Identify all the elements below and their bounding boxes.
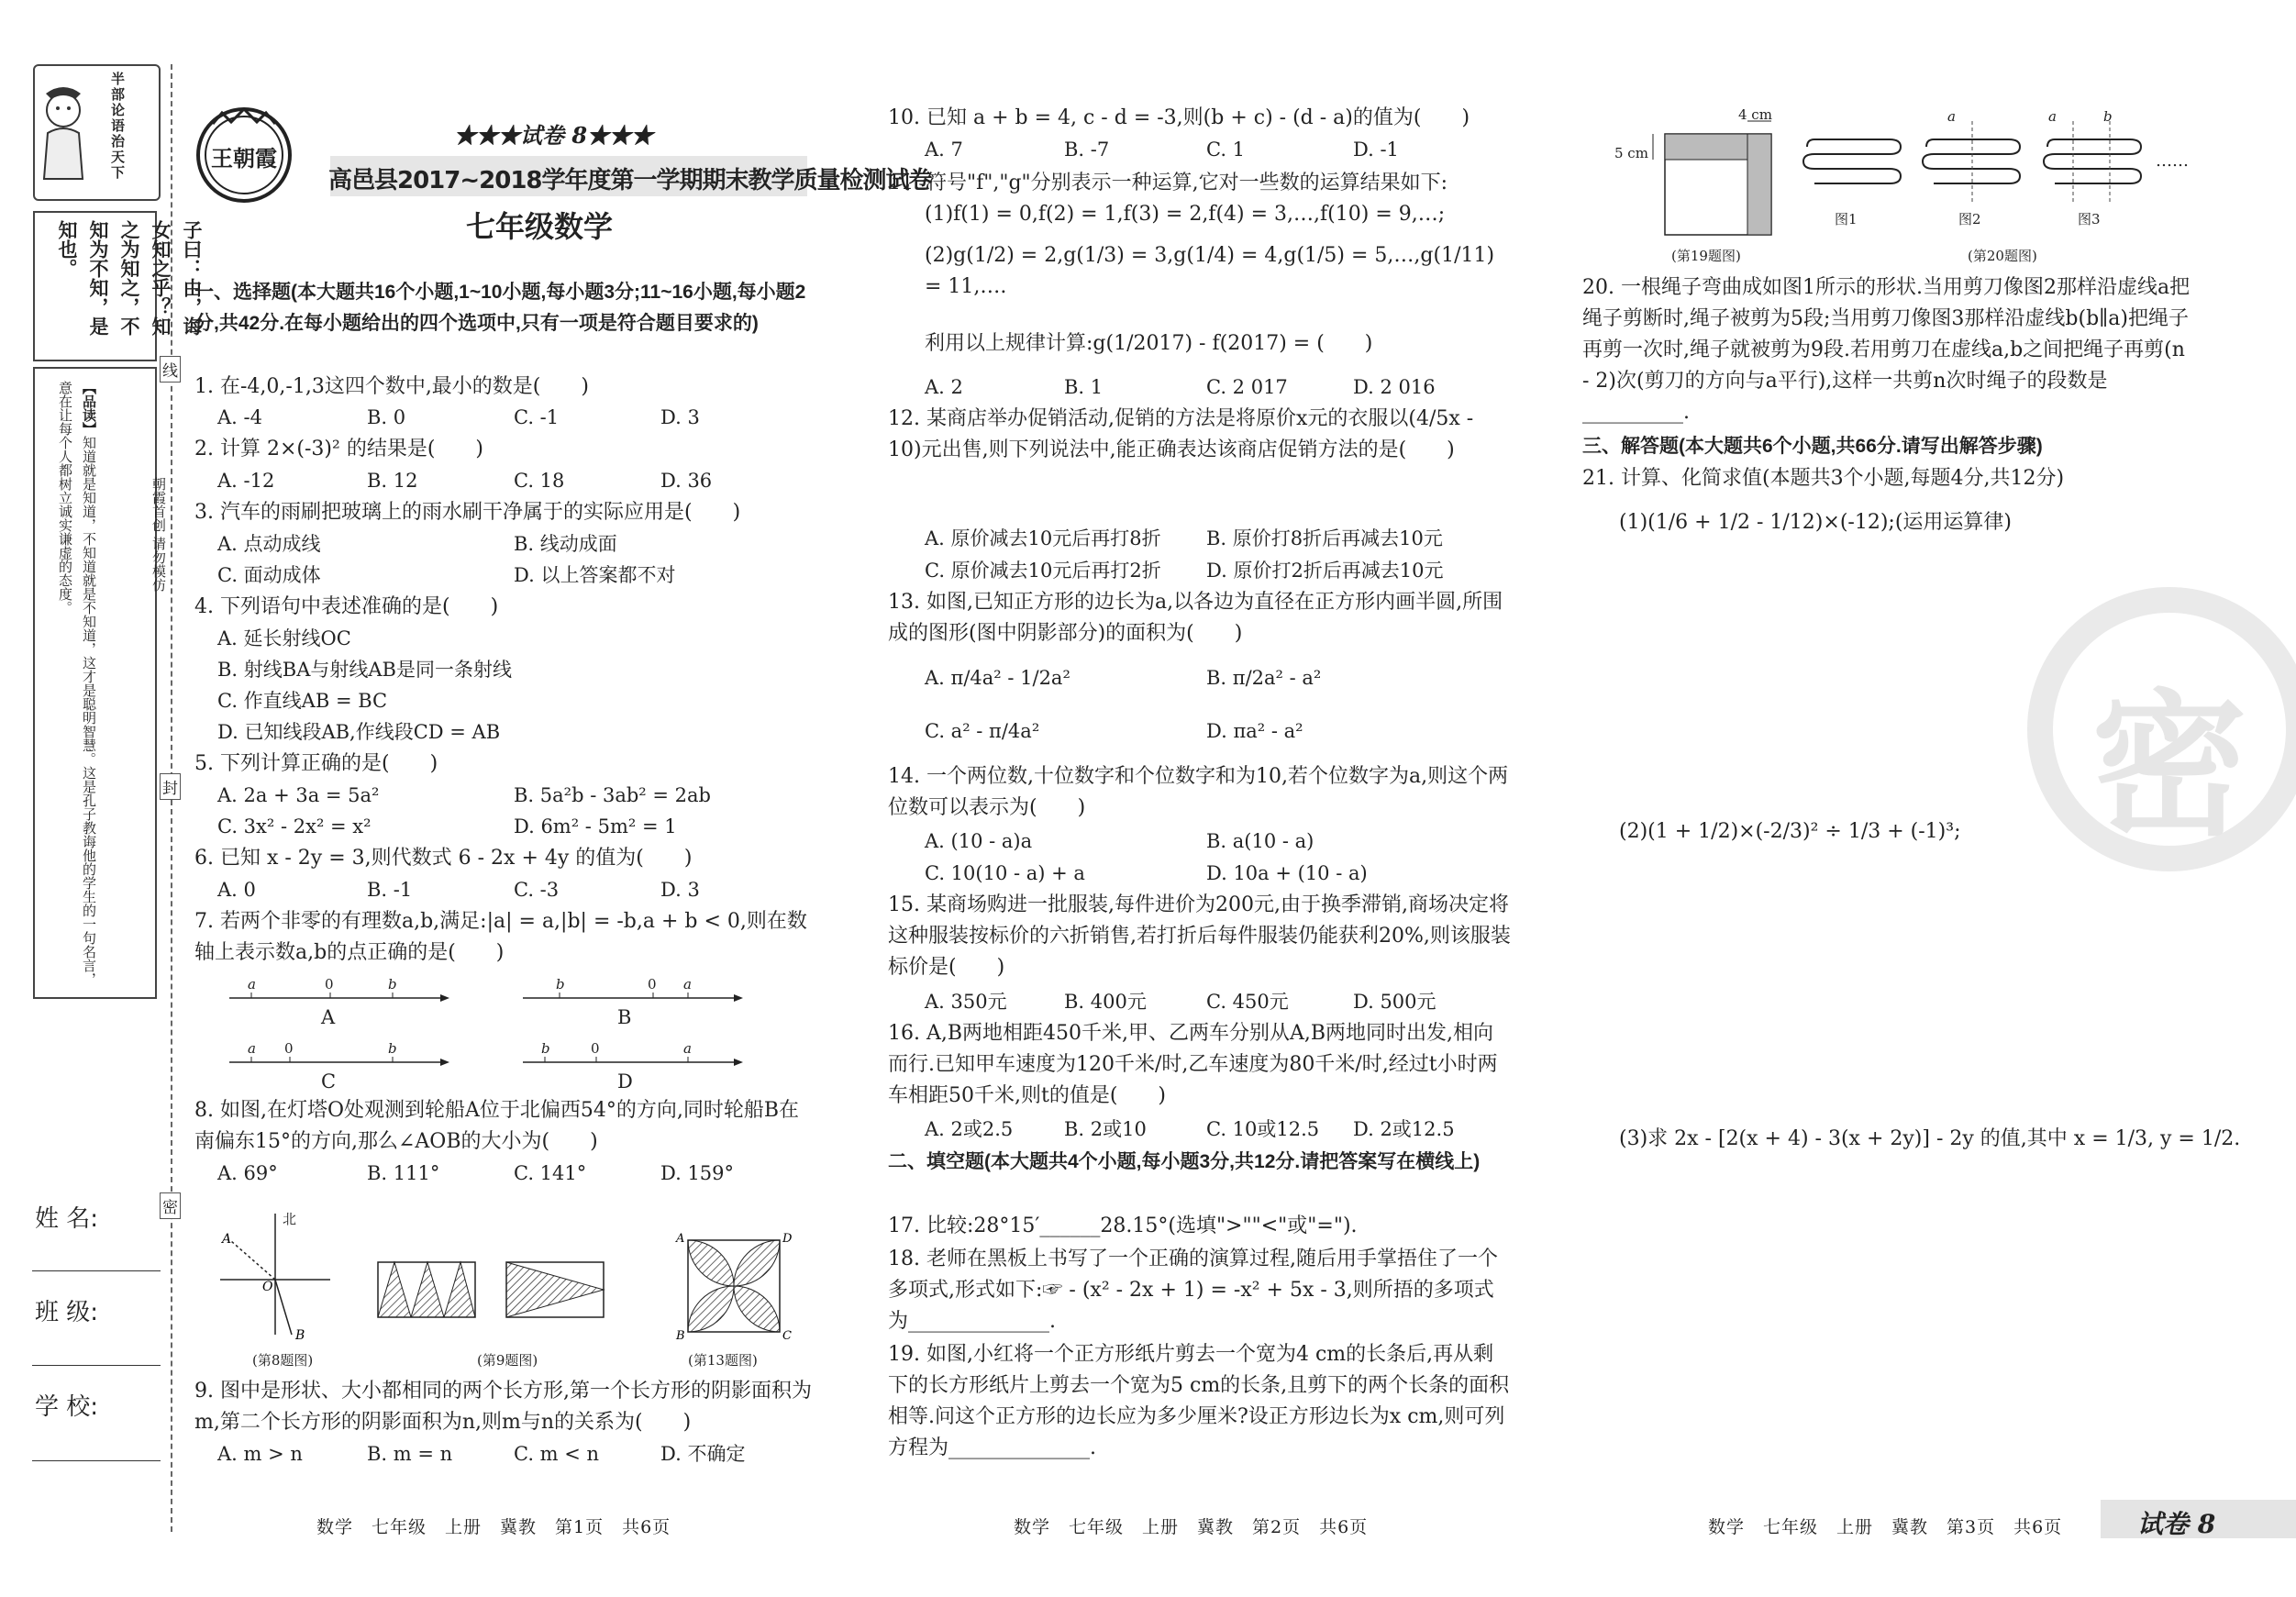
section-answer-title: 三、解答题(本大题共6个小题,共66分.请写出解答步骤) [1582, 436, 2043, 457]
q12-option-c[interactable]: C. 原价减去10元后再打2折 [925, 560, 1161, 582]
q14-option-c[interactable]: C. 10(10 - a) + a [925, 862, 1085, 884]
q16-stem: 16. A,B两地相距450千米,甲、乙两车分别从A,B两地同时出发,相向而行.已知甲车速度为120千米/时,乙车速度为80千米/时,经过t小时两车相距50千米,则t的值是( ) [888, 1022, 1498, 1107]
section-choice-title: 一、选择题(本大题共16个小题,1~10小题,每小题3分;11~16小题,每小题2分,共42分.在每小题给出的四个选项中,只有一项是符合题目要求的) [194, 282, 806, 334]
fig19-square-strips [1614, 108, 1798, 246]
q21-part2: (2)(1 + 1/2)×(-2/3)² ÷ 1/3 + (-1)³; [1619, 820, 1961, 843]
q10-stem: 10. 已知 a + b = 4, c - d = -3,则(b + c) - (d - a)的值为( ) [888, 106, 1470, 129]
binding-mark-secret: 密 [160, 1192, 181, 1219]
svg-text:D: D [782, 1232, 793, 1246]
motto-title: 半部论语治天下 [109, 72, 126, 181]
q5-option-d[interactable]: D. 6m² - 5m² = 1 [514, 815, 677, 837]
q21-stem: 21. 计算、化简求值(本题共3个小题,每题4分,共12分) [1582, 467, 2065, 490]
q9-option-c[interactable]: C. m < n [514, 1443, 600, 1465]
q21-part3: (3)求 2x - [2(x + 4) - 3(x + 2y)] - 2y 的值,其中 x = 1/3, y = 1/2. [1619, 1127, 2241, 1150]
q4-stem: 4. 下列语句中表述准确的是( ) [194, 595, 499, 618]
q4-option-d[interactable]: D. 已知线段AB,作线段CD = AB [217, 721, 501, 743]
svg-text:O: O [262, 1280, 273, 1294]
fig19-caption: (第19题图) [1671, 248, 1741, 264]
q15-stem: 15. 某商场购进一批服装,每件进价为200元,由于换季滞销,商场决定将这种服装按标价的六折销售,若打折后每件服装仍能获利20%,则该服装标价是( ) [888, 893, 1511, 979]
q13-stem: 13. 如图,已知正方形的边长为a,以各边为直径在正方形内画半圆,所围成的图形(图中阴影部分)的面积为( ) [888, 591, 1503, 645]
q8-option-a[interactable]: A. 69° [217, 1162, 278, 1184]
q10-option-a[interactable]: A. 7 [925, 139, 963, 161]
fig9-caption: (第9题图) [477, 1352, 538, 1369]
q7-stem: 7. 若两个非零的有理数a,b,满足:|a| = a,|b| = -b,a + b < 0,则在数轴上表示数a,b的点正确的是( ) [194, 910, 807, 964]
q17-stem: 17. 比较:28°15′______28.15°(选填">""<"或"="). [888, 1214, 1358, 1237]
school-field-line[interactable] [32, 1460, 161, 1461]
q10-option-d[interactable]: D. -1 [1353, 139, 1399, 161]
svg-text:b: b [388, 1040, 397, 1057]
q2-option-c[interactable]: C. 18 [514, 470, 565, 492]
q1-stem: 1. 在-4,0,-1,3这四个数中,最小的数是( ) [194, 375, 589, 398]
q1-option-d[interactable]: D. 3 [660, 406, 700, 428]
class-field-label: 班 级: [35, 1299, 99, 1326]
reading-text [53, 381, 101, 986]
page2-footer: 数学 七年级 上册 冀教 第2页 共6页 [1014, 1517, 1369, 1537]
svg-text:b: b [556, 976, 565, 993]
q5-option-a[interactable]: A. 2a + 3a = 5a² [217, 784, 380, 806]
q13-option-a[interactable]: A. π/4a² - 1/2a² [925, 667, 1070, 689]
q6-option-b[interactable]: B. -1 [367, 879, 413, 901]
q9-option-b[interactable]: B. m = n [367, 1443, 453, 1465]
q8-option-c[interactable]: C. 141° [514, 1162, 587, 1184]
q3-option-c[interactable]: C. 面动成体 [217, 564, 321, 586]
q2-option-a[interactable]: A. -12 [217, 470, 275, 492]
svg-text:A: A [676, 1232, 685, 1246]
q11-ask: 利用以上规律计算:g(1/2017) - f(2017) = ( ) [925, 332, 1373, 355]
fig20-cut-a3: a [2048, 108, 2057, 125]
q9-stem: 9. 图中是形状、大小都相同的两个长方形,第一个长方形的阴影面积为m,第二个长方形的阴影面积为n,则m与n的关系为( ) [194, 1380, 812, 1434]
q16-option-c[interactable]: C. 10或12.5 [1206, 1118, 1320, 1140]
sidebar [26, 64, 203, 1000]
svg-text:0: 0 [325, 976, 334, 993]
fig19-dim-4cm: 4 cm [1738, 106, 1772, 123]
q1-option-b[interactable]: B. 0 [367, 406, 406, 428]
svg-text:b: b [388, 976, 397, 993]
svg-text:0: 0 [591, 1040, 600, 1057]
fig20-label-3: 图3 [2078, 211, 2101, 227]
svg-text:A: A [222, 1232, 232, 1247]
stamp-glyph: 密 [2091, 676, 2247, 858]
q14-stem: 14. 一个两位数,十位数字和个位数字和为10,若个位数字为a,则这个两位数可以表示为( ) [888, 765, 1509, 819]
secret-stamp-watermark [2027, 587, 2296, 871]
q9-option-d[interactable]: D. 不确定 [660, 1443, 746, 1465]
q7-option-b[interactable]: B [617, 1006, 632, 1028]
q10-option-b[interactable]: B. -7 [1064, 139, 1110, 161]
name-field-label: 姓 名: [35, 1205, 99, 1233]
q8-option-b[interactable]: B. 111° [367, 1162, 440, 1184]
q14-option-d[interactable]: D. 10a + (10 - a) [1206, 862, 1368, 884]
fig8-caption: (第8题图) [252, 1352, 314, 1369]
side-note: 朝霞首创 请勿模仿 [150, 477, 167, 592]
q13-option-c[interactable]: C. a² - π/4a² [925, 720, 1040, 742]
q2-option-d[interactable]: D. 36 [660, 470, 713, 492]
fig9-rectangles [376, 1259, 670, 1323]
q16-option-a[interactable]: A. 2或2.5 [925, 1118, 1014, 1140]
q15-option-c[interactable]: C. 450元 [1206, 991, 1289, 1013]
paper-number: ★★★试卷 8★★★ [454, 122, 654, 149]
name-field-line[interactable] [32, 1270, 161, 1271]
logo [194, 105, 294, 205]
q6-option-c[interactable]: C. -3 [514, 879, 560, 901]
q5-option-c[interactable]: C. 3x² - 2x² = x² [217, 815, 372, 837]
fig20-label-2: 图2 [1958, 211, 1981, 227]
q11-option-b[interactable]: B. 1 [1064, 376, 1104, 398]
page1-footer: 数学 七年级 上册 冀教 第1页 共6页 [316, 1517, 671, 1537]
svg-text:a: a [248, 976, 256, 993]
q7-option-c[interactable]: C [321, 1070, 337, 1092]
fig8-compass-diagram [211, 1206, 339, 1344]
binding-mark-line: 线 [160, 356, 181, 383]
q2-option-b[interactable]: B. 12 [367, 470, 418, 492]
corner-paper-tag: 试卷 8 [2137, 1509, 2216, 1539]
svg-text:B: B [676, 1329, 685, 1341]
q13-option-b[interactable]: B. π/2a² - a² [1206, 667, 1322, 689]
q19-stem: 19. 如图,小红将一个正方形纸片剪去一个宽为4 cm的长条后,再从剩下的长方形纸片上剪去一个宽为5 cm的长条,且剪下的两个长条的面积相等.问这个正方形的边长应为多少厘米?设正方形边长为x cm,则可列方程为______________. [888, 1343, 1510, 1459]
q18-stem: 18. 老师在黑板上书写了一个正确的演算过程,随后用手掌捂住了一个多项式,形式如下:☞ - (x² - 2x + 1) = -x² + 5x - 3,则所捂的多项式为______________. [888, 1248, 1498, 1333]
svg-text:0: 0 [284, 1040, 294, 1057]
svg-text:a: a [248, 1040, 256, 1057]
q3-stem: 3. 汽车的雨刷把玻璃上的雨水刷干净属于的实际应用是( ) [194, 501, 741, 524]
q8-option-d[interactable]: D. 159° [660, 1162, 735, 1184]
q3-option-a[interactable]: A. 点动成线 [217, 533, 321, 555]
q12-option-a[interactable]: A. 原价减去10元后再打8折 [925, 527, 1161, 549]
q3-option-d[interactable]: D. 以上答案都不对 [514, 564, 676, 586]
q3-option-b[interactable]: B. 线动成面 [514, 533, 617, 555]
q5-stem: 5. 下列计算正确的是( ) [194, 752, 438, 775]
fig20-caption: (第20题图) [1968, 248, 2037, 264]
q4-option-b[interactable]: B. 射线BA与射线AB是同一条射线 [217, 659, 512, 681]
q13-option-d[interactable]: D. πa² - a² [1206, 720, 1303, 742]
q16-option-b[interactable]: B. 2或10 [1064, 1118, 1147, 1140]
quote-text: 子曰：由，诲女知之乎？知之为知之，不知为不知，是知也。 [56, 220, 203, 336]
fig20-rope-diagrams [1798, 119, 2156, 220]
svg-text:a: a [683, 976, 692, 993]
svg-text:0: 0 [648, 976, 657, 993]
q15-option-d[interactable]: D. 500元 [1353, 991, 1436, 1013]
q6-stem: 6. 已知 x - 2y = 3,则代数式 6 - 2x + 4y 的值为( ) [194, 847, 693, 870]
binding-mark-seal: 封 [160, 773, 181, 800]
q15-option-b[interactable]: B. 400元 [1064, 991, 1147, 1013]
q12-stem: 12. 某商店举办促销活动,促销的方法是将原价x元的衣服以(4/5x - 10)元出售,则下列说法中,能正确表达该商店促销方法的是( ) [888, 407, 1474, 461]
q1-option-a[interactable]: A. -4 [217, 406, 262, 428]
reading-body: 知道就是知道，不知道就是不知道，这才是聪明智慧。这是孔子教诲他的学生的一句名言，意在让每个人都树立诚实谦虚的态度。 [57, 381, 97, 986]
school-field-label: 学 校: [35, 1393, 99, 1421]
q12-option-d[interactable]: D. 原价打2折后再减去10元 [1206, 560, 1444, 582]
q12-option-b[interactable]: B. 原价打8折后再减去10元 [1206, 527, 1443, 549]
scholar-avatar [39, 83, 89, 183]
q8-stem: 8. 如图,在灯塔O处观测到轮船A位于北偏西54°的方向,同时轮船B在南偏东15°的方向,那么∠AOB的大小为( ) [194, 1099, 800, 1153]
svg-text:C: C [782, 1329, 792, 1341]
q9-option-a[interactable]: A. m > n [217, 1443, 303, 1465]
q20-stem: 20. 一根绳子弯曲成如图1所示的形状.当用剪刀像图2那样沿虚线a把绳子剪断时,绳子被剪为5段;当用剪刀像图3那样沿虚线b(b∥a)把绳子再剪一次时,绳子就被剪为9段.若用剪刀在虚线a,b之间把绳子再剪(n - 2)次(剪刀的方向与a平行),这样一共剪n次时绳子的段数是__________. [1582, 276, 2191, 424]
q14-option-b[interactable]: B. a(10 - a) [1206, 830, 1314, 852]
q2-stem: 2. 计算 2×(-3)² 的结果是( ) [194, 438, 483, 460]
page3-footer: 数学 七年级 上册 冀教 第3页 共6页 [1708, 1517, 2063, 1537]
class-field-line[interactable] [32, 1365, 161, 1366]
q11-stem: 11. 符号"f","g"分别表示一种运算,它对一些数的运算结果如下: [888, 172, 1448, 194]
q1-option-c[interactable]: C. -1 [514, 406, 560, 428]
q4-option-c[interactable]: C. 作直线AB = BC [217, 690, 388, 712]
q11-rule1: (1)f(1) = 0,f(2) = 1,f(3) = 2,f(4) = 3,…,f(10) = 9,…; [925, 203, 1446, 226]
exam-title: 高邑县2017~2018学年度第一学期期末教学质量检测试卷 [328, 167, 932, 194]
q7-option-a[interactable]: A [321, 1006, 336, 1028]
q11-option-d[interactable]: D. 2 016 [1353, 376, 1436, 398]
fig19-dim-5cm: 5 cm [1614, 145, 1648, 161]
fig8-north-label: 北 [283, 1211, 297, 1227]
fig13-caption: (第13题图) [688, 1352, 758, 1369]
subject-title: 七年级数学 [466, 209, 614, 244]
q10-option-c[interactable]: C. 1 [1206, 139, 1246, 161]
q11-rule2: (2)g(1/2) = 2,g(1/3) = 3,g(1/4) = 4,g(1/5) = 5,…,g(1/11) = 11,…. [925, 244, 1495, 298]
q15-option-a[interactable]: A. 350元 [925, 991, 1007, 1013]
q5-option-b[interactable]: B. 5a²b - 3ab² = 2ab [514, 784, 711, 806]
section-fill-title: 二、填空题(本大题共4个小题,每小题3分,共12分.请把答案写在横线上) [888, 1151, 1481, 1172]
q11-option-a[interactable]: A. 2 [925, 376, 963, 398]
q7-number-lines [220, 970, 752, 1081]
q21-part1: (1)(1/6 + 1/2 - 1/12)×(-12);(运用运算律) [1619, 511, 2012, 534]
fig20-cut-a2: a [1947, 108, 1956, 125]
svg-text:a: a [683, 1040, 692, 1057]
svg-text:B: B [295, 1328, 305, 1343]
q11-option-c[interactable]: C. 2 017 [1206, 376, 1288, 398]
q7-option-d[interactable]: D [617, 1070, 633, 1092]
fig20-ellipsis: …… [2156, 151, 2189, 171]
fig13-square-semicircles [674, 1231, 793, 1341]
reading-label: 【品读】 [81, 381, 97, 436]
q14-option-a[interactable]: A. (10 - a)a [925, 830, 1033, 852]
q6-option-d[interactable]: D. 3 [660, 879, 700, 901]
q4-option-a[interactable]: A. 延长射线OC [217, 627, 351, 649]
logo-text: 王朝霞 [211, 145, 277, 172]
q6-option-a[interactable]: A. 0 [217, 879, 256, 901]
svg-text:b: b [541, 1040, 550, 1057]
fig20-label-1: 图1 [1835, 211, 1858, 227]
q16-option-d[interactable]: D. 2或12.5 [1353, 1118, 1455, 1140]
fig20-cut-b3: b [2103, 108, 2113, 125]
